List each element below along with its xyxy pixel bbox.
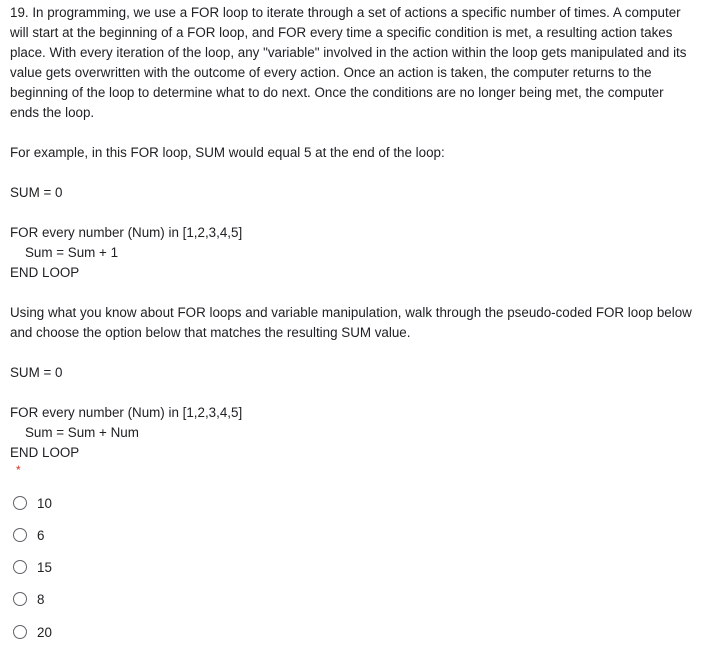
answer-option[interactable]	[13, 557, 52, 577]
question-text-line: value gets overwritten with the outcome of every action. Once an action is taken, the computer returns to the	[10, 65, 652, 80]
radio-button-icon[interactable]	[13, 592, 27, 606]
radio-button-icon[interactable]	[13, 528, 27, 542]
answer-option[interactable]	[13, 589, 44, 609]
answer-option-label: 6	[37, 527, 45, 543]
task-code-body: Sum = Sum + Num	[25, 425, 139, 440]
required-asterisk: *	[16, 463, 21, 477]
example-intro: For example, in this FOR loop, SUM would equal 5 at the end of the loop:	[10, 145, 445, 160]
answer-option[interactable]	[13, 493, 52, 513]
question-text-line: 19. In programming, we use a FOR loop to iterate through a set of actions a specific number of times. A computer	[10, 5, 681, 20]
example-code-init: SUM = 0	[10, 185, 63, 200]
answer-option-label: 15	[37, 559, 52, 575]
question-text-line: ends the loop.	[10, 105, 95, 120]
answer-option[interactable]	[13, 622, 52, 642]
task-code-for: FOR every number (Num) in [1,2,3,4,5]	[10, 405, 243, 420]
radio-button-icon[interactable]	[13, 560, 27, 574]
radio-button-icon[interactable]	[13, 496, 27, 510]
question-text-line: will start at the beginning of a FOR loop, and FOR every time a specific condition is met, a resulting action takes	[10, 25, 673, 40]
answer-option-label: 20	[37, 624, 52, 640]
task-code-init: SUM = 0	[10, 365, 63, 380]
example-code-end: END LOOP	[10, 265, 80, 280]
answer-option[interactable]	[13, 525, 44, 545]
instruction-line: and choose the option below that matches the resulting SUM value.	[10, 325, 411, 340]
radio-button-icon[interactable]	[13, 625, 27, 639]
example-code-for: FOR every number (Num) in [1,2,3,4,5]	[10, 225, 243, 240]
question-text-line: beginning of the loop to determine what to do next. Once the conditions are no longer being met, the computer	[10, 85, 664, 100]
answer-option-label: 10	[37, 495, 52, 511]
example-code-body: Sum = Sum + 1	[25, 245, 119, 260]
answer-option-label: 8	[37, 591, 45, 607]
task-code-end: END LOOP	[10, 445, 80, 460]
instruction-line: Using what you know about FOR loops and variable manipulation, walk through the pseudo-coded FOR loop below	[10, 305, 692, 320]
question-text-line: place. With every iteration of the loop, any "variable" involved in the action within the loop gets manipulated and its	[10, 45, 687, 60]
